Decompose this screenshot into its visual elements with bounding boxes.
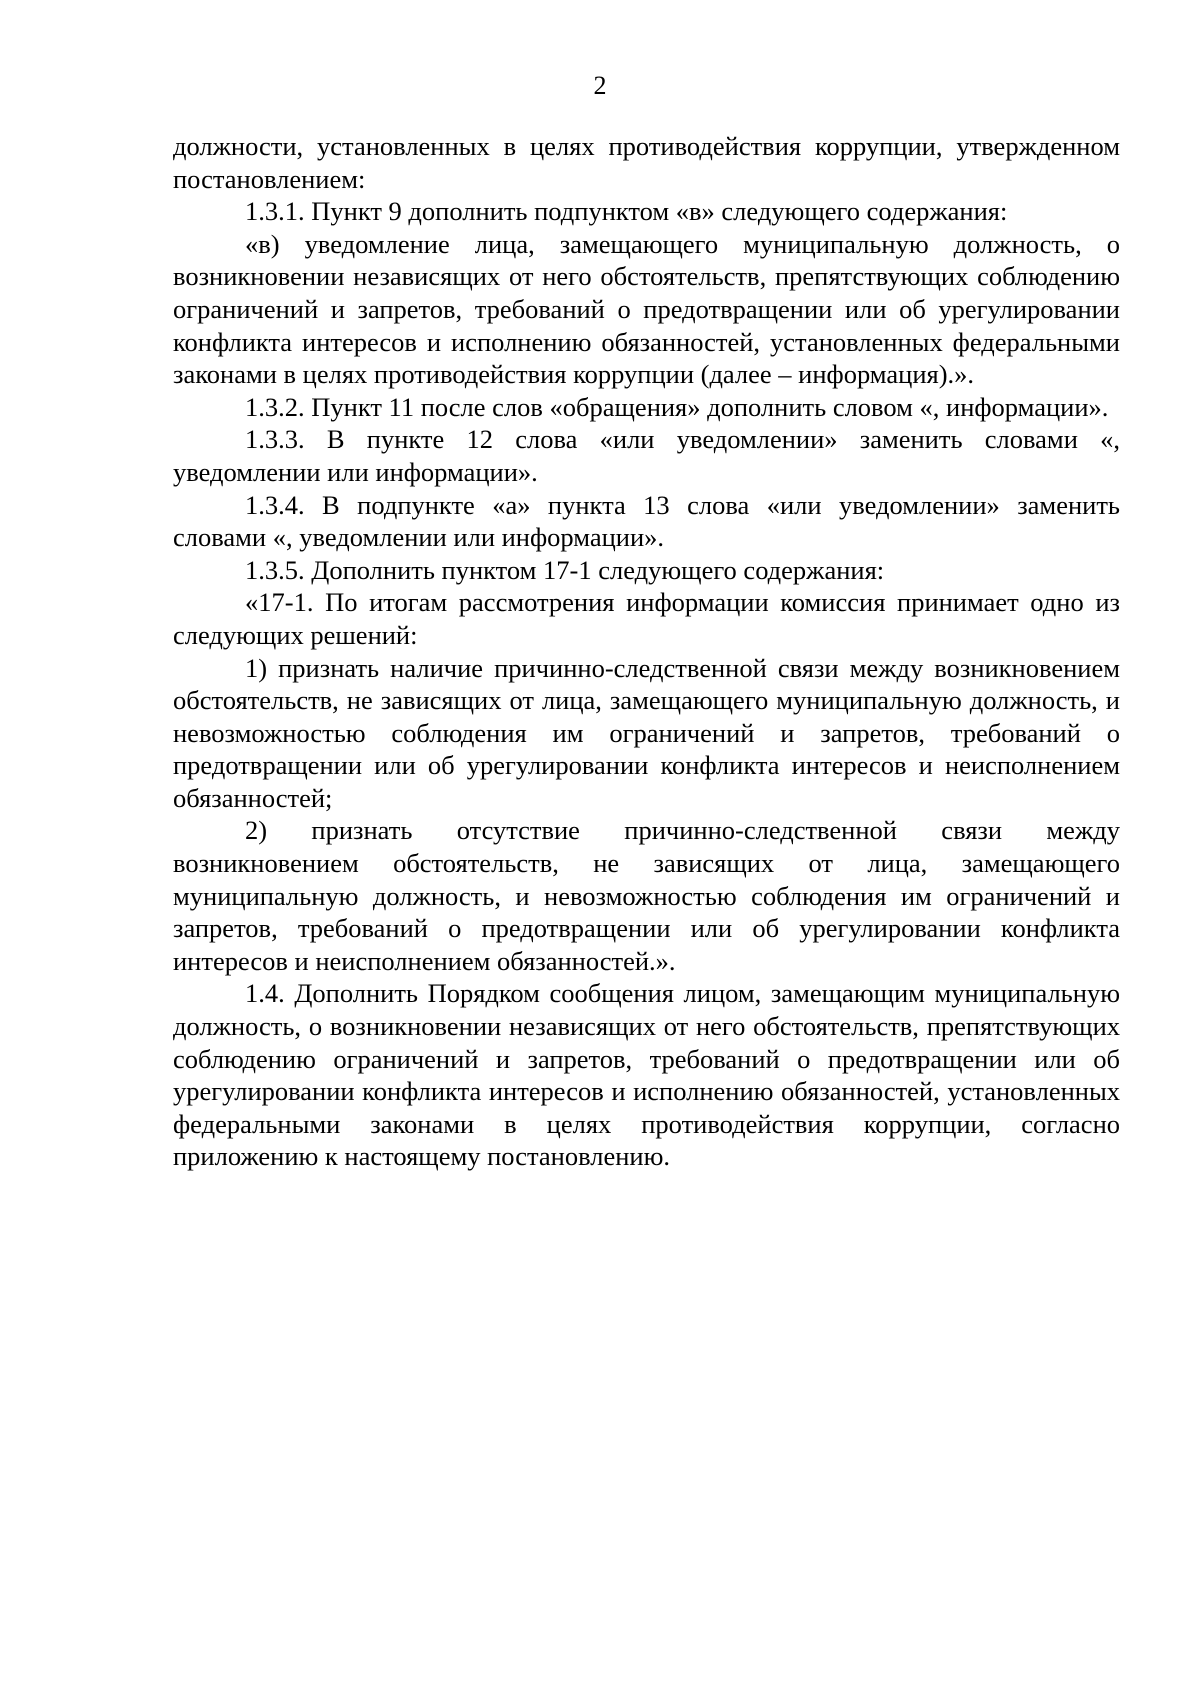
paragraph-subpoint-v: «в) уведомление лица, замещающего муниципальную должность, о возникновении независящих от него обстоятельств, препятствующих соблюдению ограничений и запретов, требований о предотвращении или об урегулировании конфликта интересов и исполнению обязанностей, установленных федеральными законами в целях противодействия коррупции (далее – информация).». [173, 228, 1120, 390]
paragraph-decision-2: 2) признать отсутствие причинно-следственной связи между возникновением обстоятельств, не зависящих от лица, замещающего муниципальную должность, и невозможностью соблюдения им ограничений и запретов, требований о предотвращении или об урегулировании конфликта интересов и неисполнением обязанностей.». [173, 815, 1120, 976]
paragraph-1-3-3: 1.3.3. В пункте 12 слова «или уведомлении» заменить словами «, уведомлении или информации». [173, 424, 1120, 487]
paragraph-continuation: должности, установленных в целях противодействия коррупции, утвержденном постановлением: [173, 131, 1120, 194]
paragraph-1-3-5: 1.3.5. Дополнить пунктом 17-1 следующего содержания: [245, 554, 885, 585]
paragraph-decision-1: 1) признать наличие причинно-следственной связи между возникновением обстоятельств, не зависящих от лица, замещающего муниципальную должность, и невозможностью соблюдения им ограничений и запретов, требований о предотвращении или об урегулировании конфликта интересов и неисполнением обязанностей; [173, 652, 1120, 813]
paragraph-1-3-4: 1.3.4. В подпункте «а» пункта 13 слова «или уведомлении» заменить словами «, уведомлении или информации». [173, 489, 1120, 553]
paragraph-1-3-1: 1.3.1. Пункт 9 дополнить подпунктом «в» следующего содержания: [245, 196, 1008, 227]
page-number: 2 [593, 71, 607, 100]
paragraph-17-1: «17-1. По итогам рассмотрения информации комиссия принимает одно из следующих решений: [173, 587, 1120, 650]
paragraph-1-3-2: 1.3.2. Пункт 11 после слов «обращения» дополнить словом «, информации». [245, 391, 1109, 422]
document-body [173, 130, 1120, 1173]
paragraph-1-4: 1.4. Дополнить Порядком сообщения лицом, замещающим муниципальную должность, о возникновении независящих от него обстоятельств, препятствующих соблюдению ограничений и запретов, требований о предотвращении или об урегулировании конфликта интересов и исполнению обязанностей, установленных федеральными законами в целях противодействия коррупции, согласно приложению к настоящему постановлению. [173, 978, 1120, 1172]
